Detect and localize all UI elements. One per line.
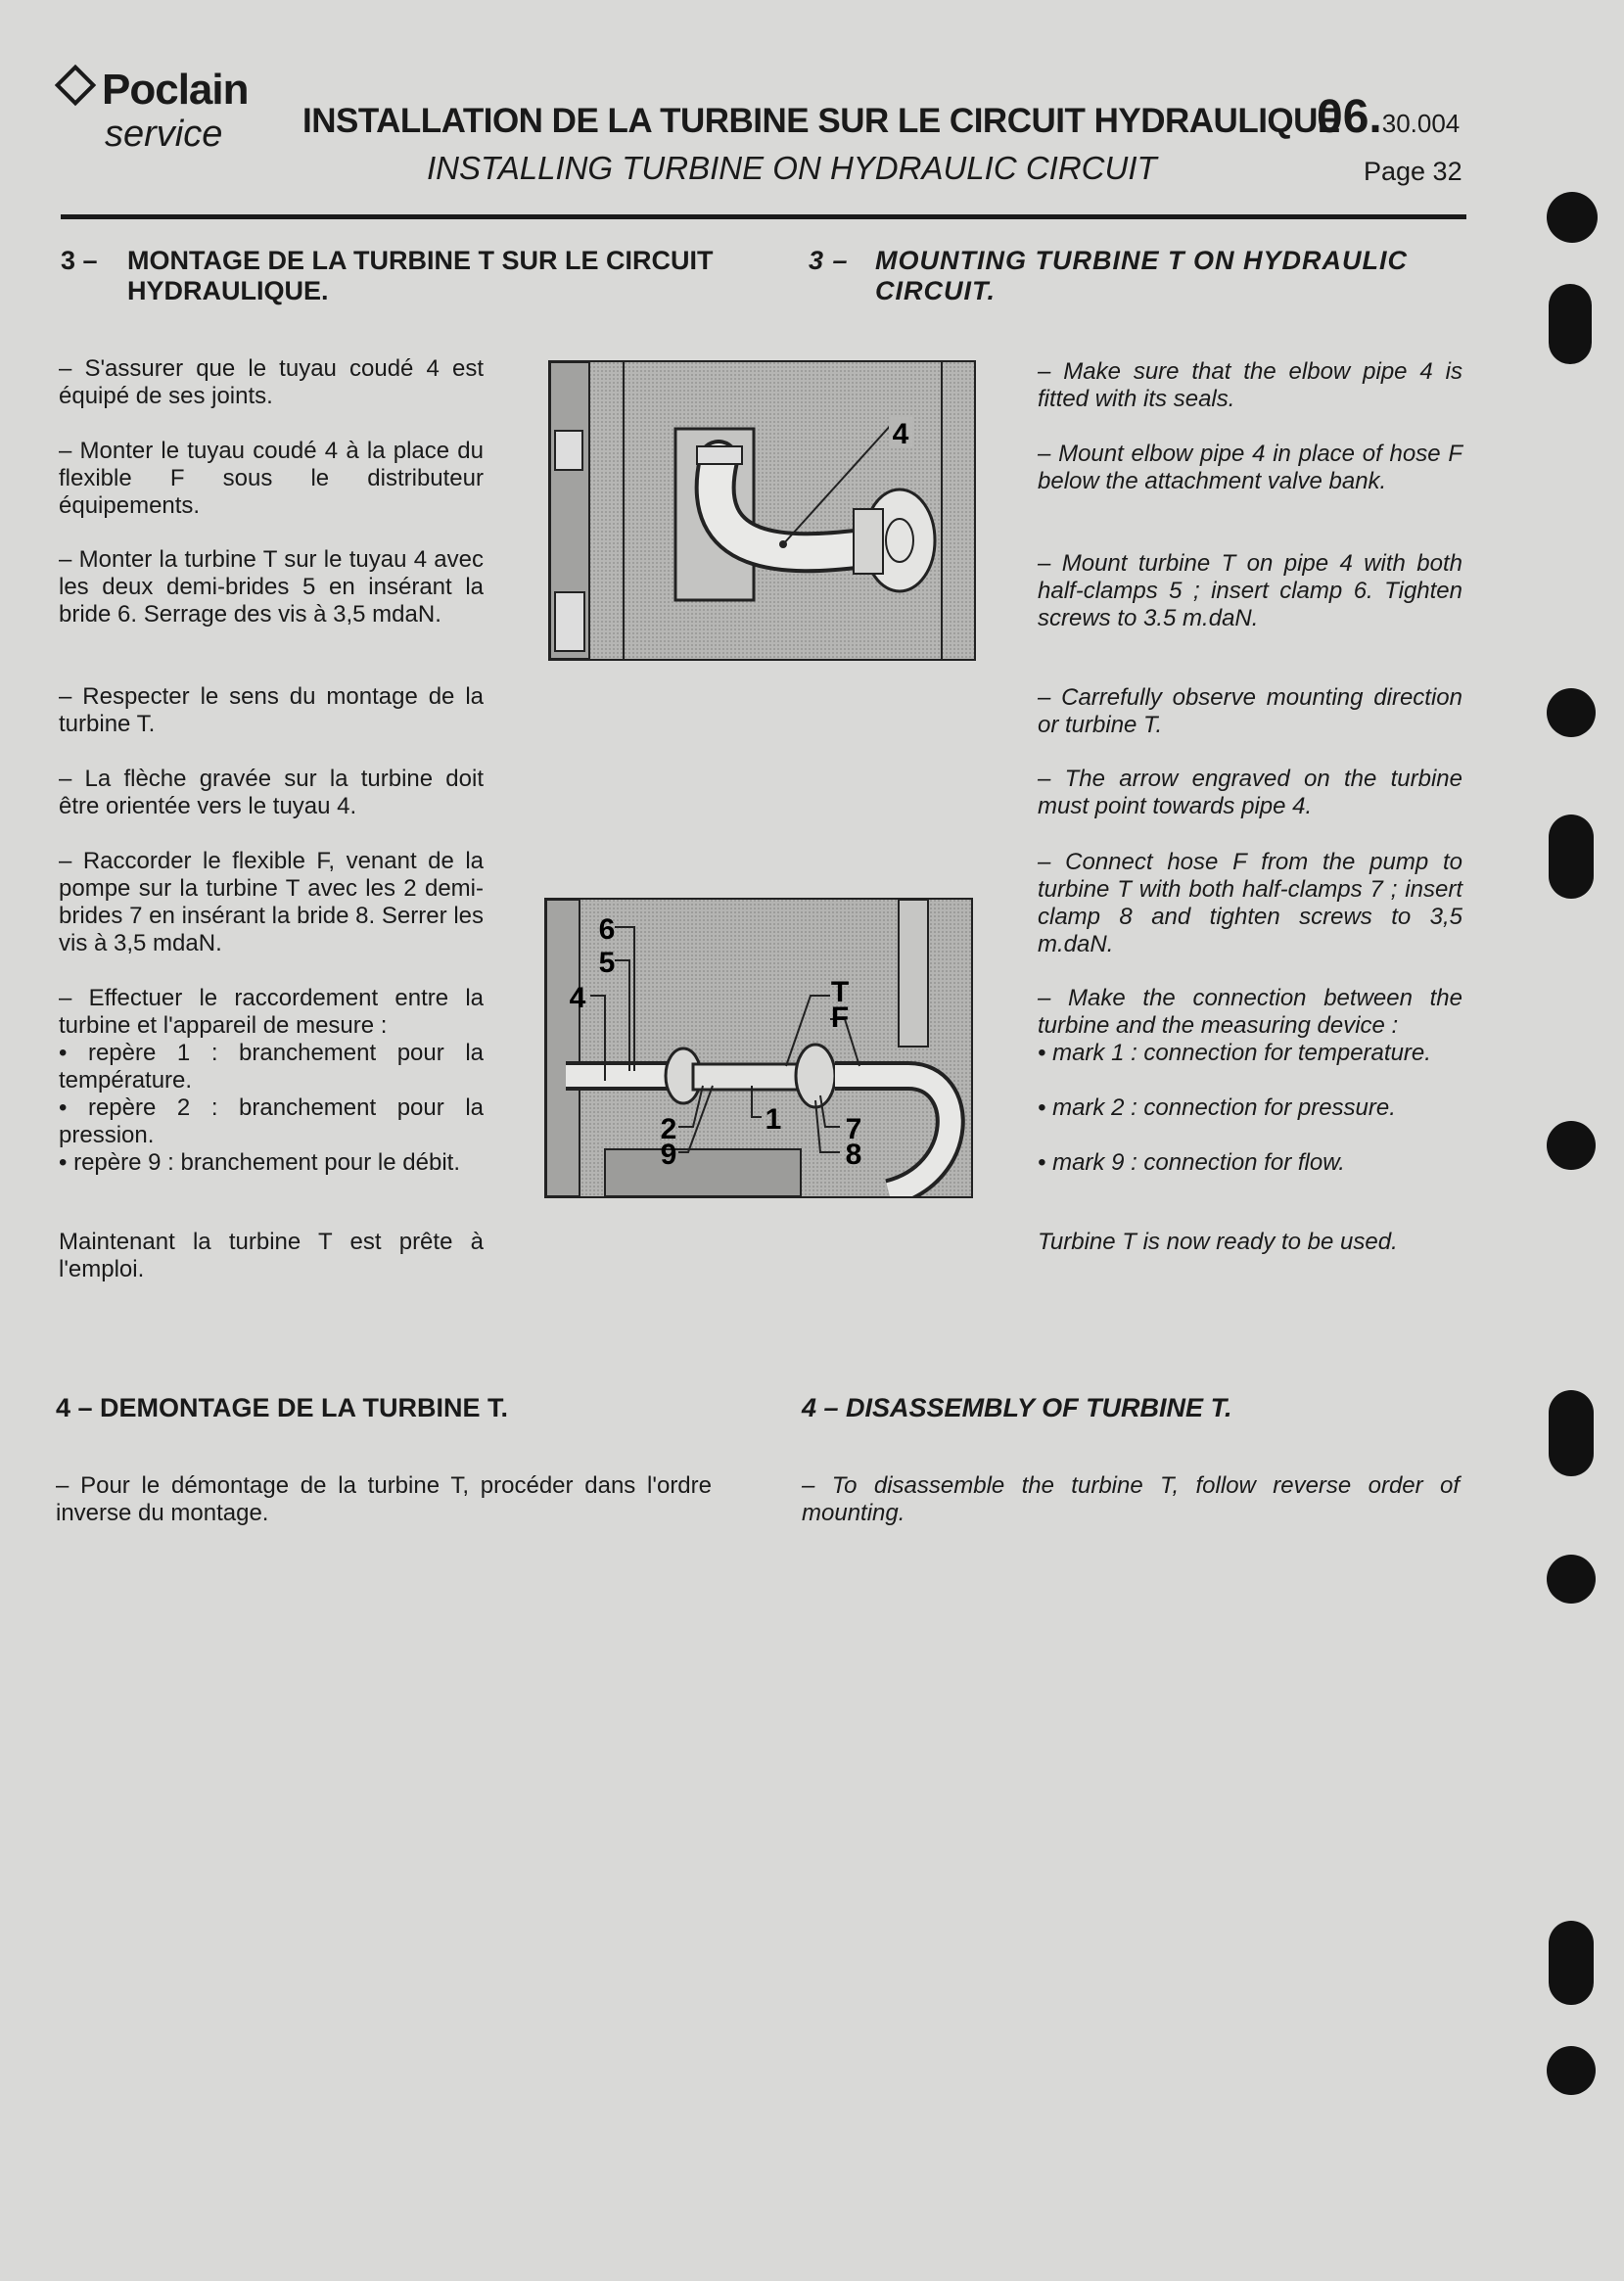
callout-9: 9: [660, 1139, 677, 1171]
page-title-fr: INSTALLATION DE LA TURBINE SUR LE CIRCUIT HYDRAULIQUE: [302, 102, 1340, 140]
callout-7: 7: [845, 1113, 862, 1145]
section3-title-en: 3 – MOUNTING TURBINE T ON HYDRAULIC CIRCUIT.: [809, 246, 1408, 305]
callout-5: 5: [598, 947, 616, 979]
binder-hole: [1549, 1921, 1594, 2005]
diamond-icon: [55, 65, 96, 106]
fr-step-2: – Monter le tuyau coudé 4 à la place du flexible F sous le distributeur équipements.: [59, 438, 484, 519]
document-number: 06.30.004: [1317, 91, 1461, 143]
fr-step-8: Maintenant la turbine T est prête à l'emploi.: [59, 1229, 484, 1282]
section4-fr-text: – Pour le démontage de la turbine T, procéder dans l'ordre inverse du montage.: [56, 1472, 712, 1526]
callout-T: T: [830, 976, 850, 1008]
section4-title-en: 4 – DISASSEMBLY OF TURBINE T.: [802, 1393, 1232, 1422]
binder-hole: [1549, 815, 1594, 899]
page-number: Page 32: [1364, 157, 1462, 186]
en-step-5: – The arrow engraved on the turbine must point towards pipe 4.: [1038, 766, 1462, 819]
brand-subtitle: service: [105, 114, 223, 155]
callout-4: 4: [892, 418, 909, 450]
figure-turbine-assembly: [544, 898, 973, 1198]
page-title-en: INSTALLING TURBINE ON HYDRAULIC CIRCUIT: [427, 150, 1157, 186]
brand-name: Poclain: [102, 66, 249, 114]
en-step-2: – Mount elbow pipe 4 in place of hose F below the attachment valve bank.: [1038, 441, 1462, 494]
section3-title-fr: 3 – MONTAGE DE LA TURBINE T SUR LE CIRCUIT HYDRAULIQUE.: [61, 246, 714, 305]
turbine-assembly-drawing: [546, 900, 971, 1196]
section4-title-fr: 4 – DEMONTAGE DE LA TURBINE T.: [56, 1393, 509, 1422]
en-step-1: – Make sure that the elbow pipe 4 is fitted with its seals.: [1038, 358, 1462, 412]
elbow-pipe-drawing: [550, 362, 974, 659]
fr-step-1: – S'assurer que le tuyau coudé 4 est équipé de ses joints.: [59, 355, 484, 409]
callout-8: 8: [845, 1139, 862, 1171]
en-step-8: Turbine T is now ready to be used.: [1038, 1229, 1398, 1255]
en-step-6: – Connect hose F from the pump to turbine T with both half-clamps 7 ; insert clamp 8 and tighten screws to 3,5 m.daN.: [1038, 849, 1462, 957]
callout-1: 1: [765, 1103, 782, 1136]
binder-hole: [1547, 192, 1598, 243]
binder-hole: [1549, 1390, 1594, 1476]
figure-elbow-pipe: [548, 360, 976, 661]
en-step-7: – Make the connection between the turbine and the measuring device : • mark 1 : connection for temperature. • mark 2 : connection for pressure. • mark 9 : connection for flow.: [1038, 985, 1462, 1176]
callout-6: 6: [598, 913, 616, 946]
binder-hole: [1549, 284, 1592, 364]
brand-logo: [61, 66, 249, 114]
header-divider: [61, 214, 1466, 219]
binder-hole: [1547, 688, 1596, 737]
binder-hole: [1547, 2046, 1596, 2095]
fr-step-5: – La flèche gravée sur la turbine doit être orientée vers le tuyau 4.: [59, 766, 484, 819]
section4-en-text: – To disassemble the turbine T, follow reverse order of mounting.: [802, 1472, 1460, 1526]
binder-hole: [1547, 1555, 1596, 1604]
en-step-3: – Mount turbine T on pipe 4 with both half-clamps 5 ; insert clamp 6. Tighten screws to 3.5 m.daN.: [1038, 550, 1462, 631]
fr-step-6: – Raccorder le flexible F, venant de la pompe sur la turbine T avec les 2 demi-brides 7 en insérant la bride 8. Serrer les vis à 3,5 mdaN.: [59, 848, 484, 956]
fr-step-4: – Respecter le sens du montage de la turbine T.: [59, 683, 484, 737]
fr-step-7: – Effectuer le raccordement entre la turbine et l'appareil de mesure : • repère 1 : branchement pour la température. • repère 2 : branchement pour la pression. • repère 9 : branchement pour le débit.: [59, 985, 484, 1176]
callout-4: 4: [569, 982, 586, 1014]
fr-step-3: – Monter la turbine T sur le tuyau 4 avec les deux demi-brides 5 en insérant la bride 6. Serrage des vis à 3,5 mdaN.: [59, 546, 484, 628]
callout-F: F: [830, 1001, 850, 1034]
en-step-4: – Carrefully observe mounting direction or turbine T.: [1038, 684, 1462, 738]
callout-2: 2: [660, 1113, 677, 1145]
binder-hole: [1547, 1121, 1596, 1170]
